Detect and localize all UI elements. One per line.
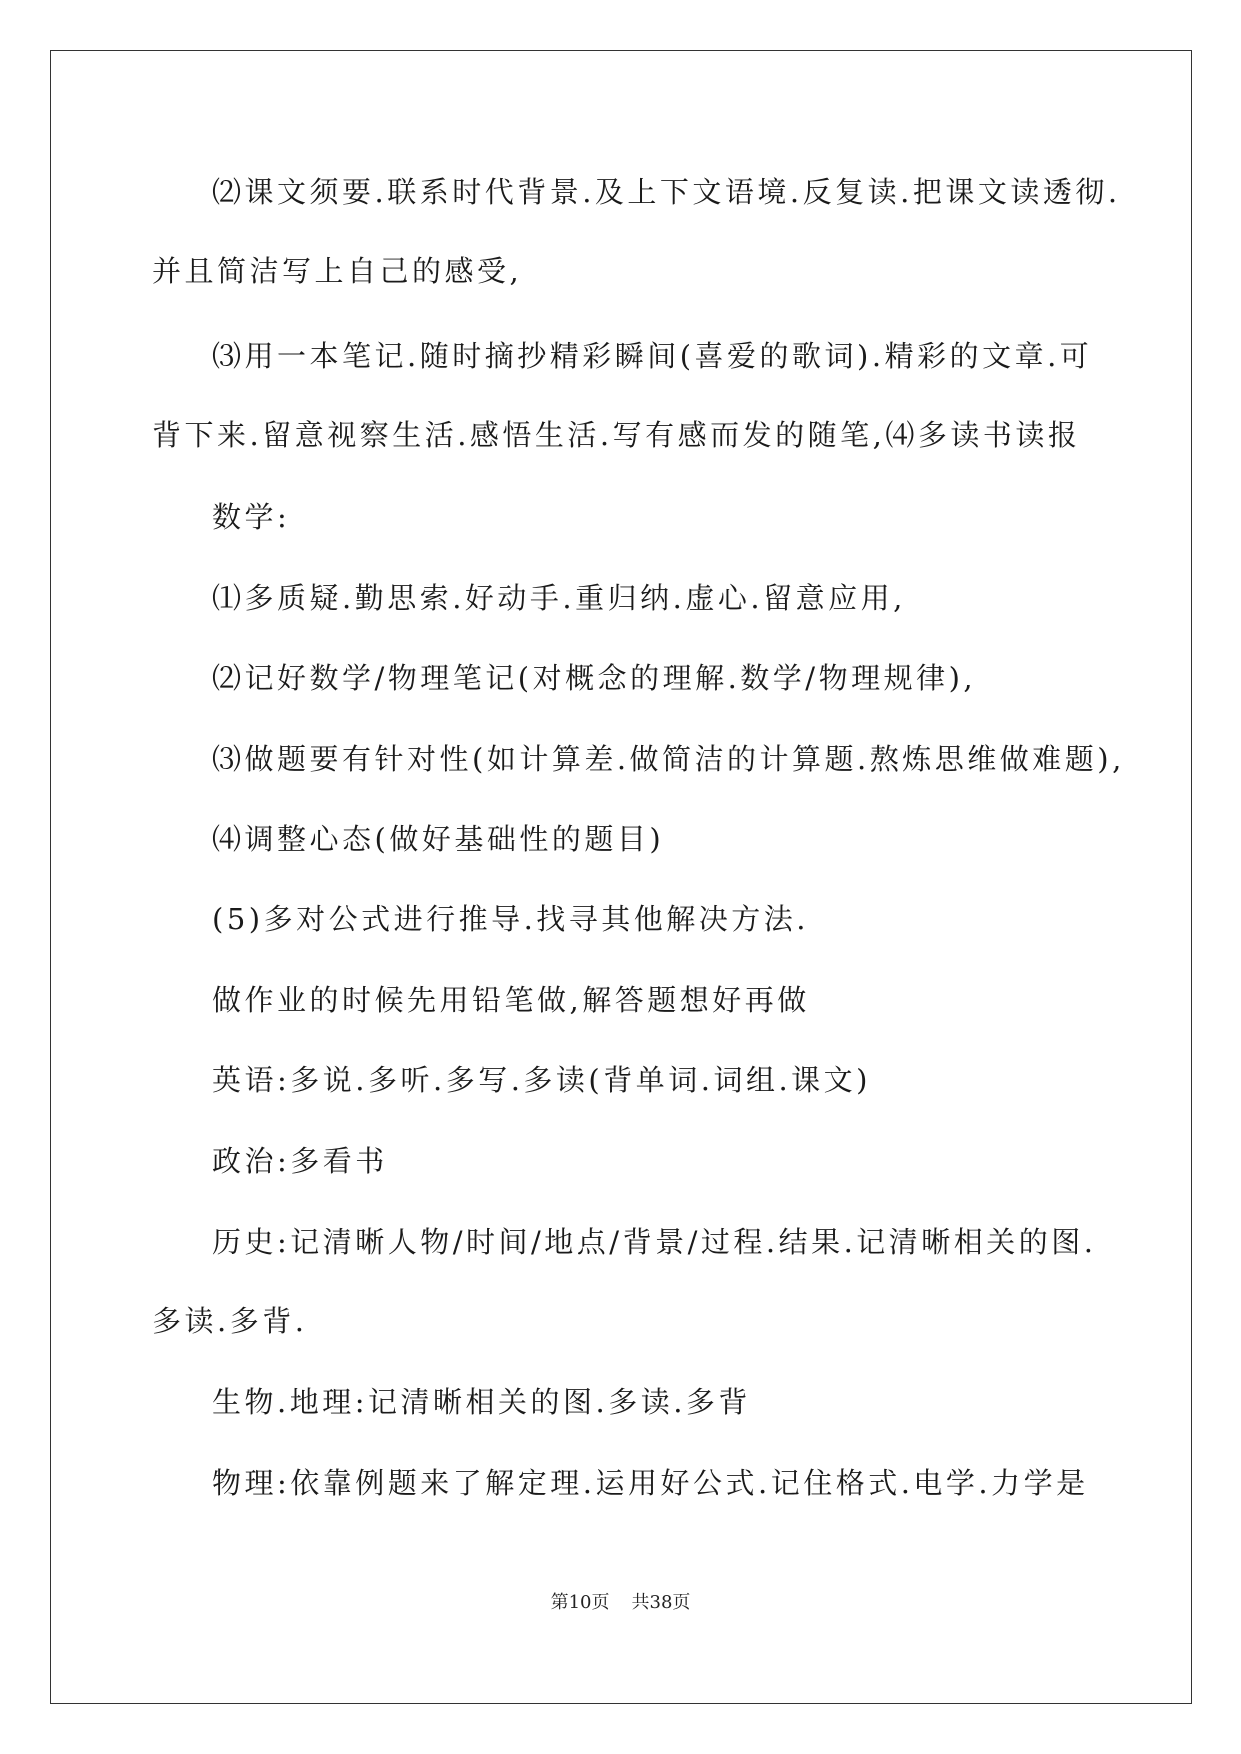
paragraph-line: 做作业的时候先用铅笔做,解答题想好再做 xyxy=(212,983,810,1017)
paragraph-line: ⑵课文须要.联系时代背景.及上下文语境.反复读.把课文读透彻. xyxy=(212,175,1121,209)
page-total: 共38页 xyxy=(631,1592,691,1613)
paragraph-line: 背下来.留意视察生活.感悟生活.写有感而发的随笔,⑷多读书读报 xyxy=(152,418,1081,452)
page-footer xyxy=(0,1591,1241,1615)
paragraph-line: ⑶用一本笔记.随时摘抄精彩瞬间(喜爱的歌词).精彩的文章.可 xyxy=(212,339,1093,373)
paragraph-line: 英语:多说.多听.多写.多读(背单词.词组.课文) xyxy=(212,1063,871,1097)
paragraph-line: 并且简洁写上自己的感受, xyxy=(152,254,523,288)
paragraph-line: 政治:多看书 xyxy=(212,1144,388,1178)
page-border xyxy=(50,50,1192,1704)
section-heading: 数学: xyxy=(212,500,291,534)
paragraph-line: 生物.地理:记清晰相关的图.多读.多背 xyxy=(212,1385,751,1419)
paragraph-line: ⑵记好数学/物理笔记(对概念的理解.数学/物理规律), xyxy=(212,661,977,695)
page-number: 第10页 xyxy=(550,1592,610,1613)
paragraph-line: 历史:记清晰人物/时间/地点/背景/过程.结果.记清晰相关的图. xyxy=(212,1225,1097,1259)
paragraph-line: ⑷调整心态(做好基础性的题目) xyxy=(212,822,665,856)
paragraph-line: ⑶做题要有针对性(如计算差.做简洁的计算题.熬炼思维做难题), xyxy=(212,742,1125,776)
paragraph-line: 多读.多背. xyxy=(152,1304,308,1338)
paragraph-line: 物理:依靠例题来了解定理.运用好公式.记住格式.电学.力学是 xyxy=(212,1466,1089,1500)
paragraph-line: (5)多对公式进行推导.找寻其他解决方法. xyxy=(212,902,810,936)
paragraph-line: ⑴多质疑.勤思索.好动手.重归纳.虚心.留意应用, xyxy=(212,581,906,615)
